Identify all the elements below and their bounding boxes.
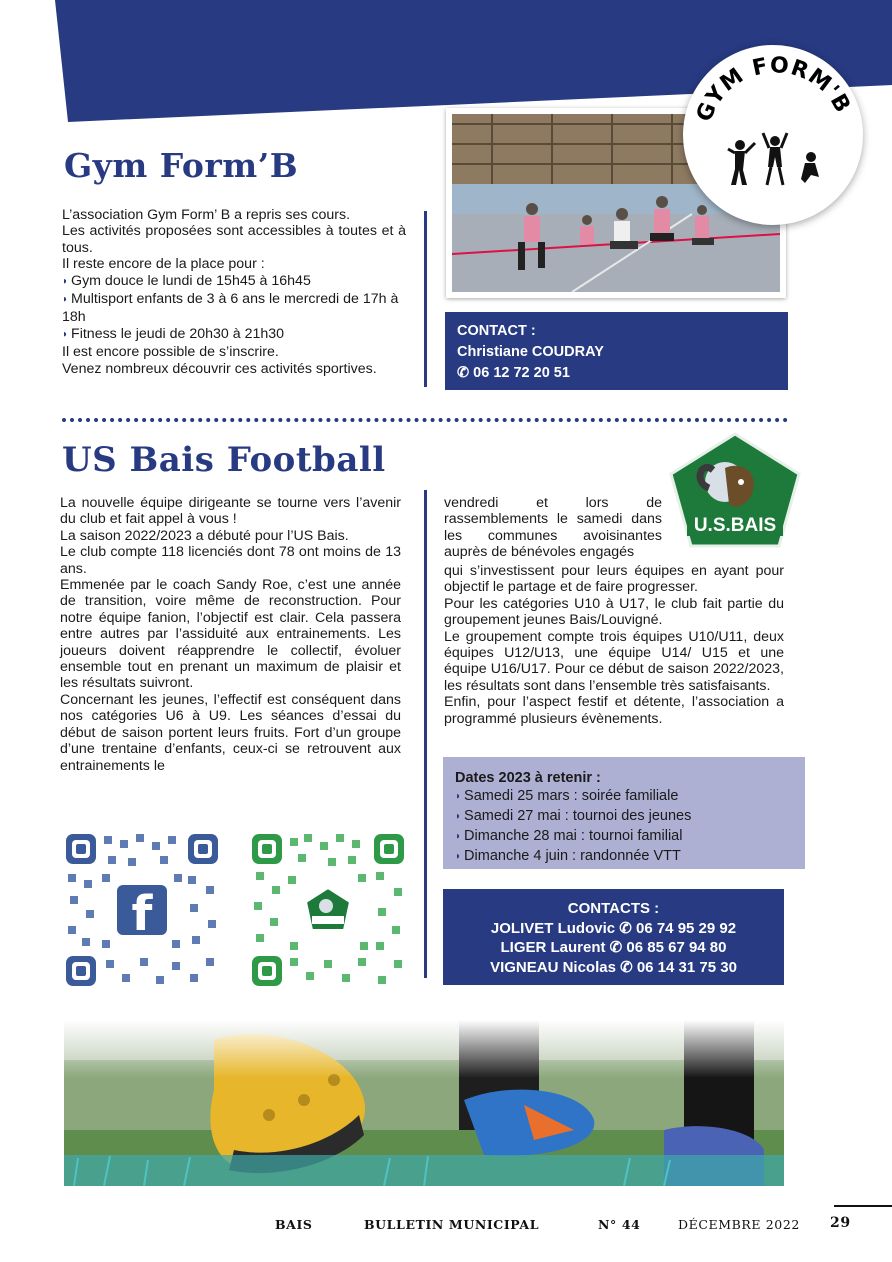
football-contact-line: JOLIVET Ludovic ✆ 06 74 95 29 92 xyxy=(490,919,737,937)
gym-contact-label: CONTACT : xyxy=(457,323,536,339)
gym-text xyxy=(62,207,406,377)
football-paragraph: Concernant les jeunes, l’effectif est conséquent dans nos catégories U6 à U9. Les séances d’essai du début de saison portent leurs fruits. Fort d’un groupe d’une trentaine d’enfants, ceux-ci se retrouvent aux entrainements le xyxy=(60,691,401,774)
gym-bullet xyxy=(62,273,406,291)
football-paragraph: Enfin, pour l’aspect festif et détente, l’association a programmé plusieurs évènements. xyxy=(444,694,784,727)
football-paragraph: La saison 2022/2023 a débuté pour l’US Bais. xyxy=(60,527,349,544)
football-photo xyxy=(64,1020,784,1186)
footer-page-number: 29 xyxy=(830,1215,851,1231)
footer-town: BAIS xyxy=(275,1217,313,1232)
date-item xyxy=(455,847,793,867)
gym-logo-graphic xyxy=(683,45,863,225)
gym-bullet-text: Gym douce le lundi de 15h45 à 16h45 xyxy=(71,272,311,289)
football-column-divider xyxy=(424,490,427,978)
gym-closing-line: Venez nombreux découvrir ces activités sportives. xyxy=(62,360,377,377)
club-qr-code[interactable] xyxy=(248,830,408,990)
football-paragraph: La nouvelle équipe dirigeante se tourne vers l’avenir du club et fait appel à vous ! xyxy=(60,495,401,528)
gym-contact-phone: ✆ 06 12 72 20 51 xyxy=(457,365,570,381)
facebook-qr-graphic xyxy=(62,830,222,990)
us-bais-logo-graphic xyxy=(665,430,805,550)
footer-date: DÉCEMBRE 2022 xyxy=(678,1217,800,1232)
facebook-qr-code[interactable] xyxy=(62,830,222,990)
gym-title: Gym Form’B xyxy=(64,146,299,185)
football-paragraph: qui s’investissent pour leurs équipes en ayant pour objectif le partage et de faire progresser. xyxy=(444,563,784,596)
gym-intro-line: Les activités proposées sont accessibles à toutes et à tous. xyxy=(62,223,406,256)
football-cleats-image xyxy=(64,1020,784,1186)
gym-logo-text: GYM FORM'B xyxy=(691,53,856,126)
svg-text:GYM FORM'B xyxy=(692,53,855,125)
football-contact-line: VIGNEAU Nicolas ✆ 06 14 31 75 30 xyxy=(490,958,737,976)
football-contacts-label: CONTACTS : xyxy=(567,900,660,917)
gym-bullet-text: Fitness le jeudi de 20h30 à 21h30 xyxy=(71,325,285,342)
football-paragraph: Le club compte 118 licenciés dont 78 ont moins de 13 ans. xyxy=(60,544,401,577)
gym-bullet-text: Multisport enfants de 3 à 6 ans le mercredi de 17h à 18h xyxy=(62,291,399,326)
gym-formb-logo xyxy=(683,45,863,225)
football-col2-wrap: vendredi et lors de rassemblements le samedi dans les communes avoisinantes auprès de bénévoles engagés xyxy=(444,495,662,561)
club-qr-graphic xyxy=(248,830,408,990)
dates-box xyxy=(443,757,805,869)
date-item xyxy=(455,827,793,847)
footer-publication: BULLETIN MUNICIPAL xyxy=(364,1217,540,1232)
gym-bullet xyxy=(62,291,406,326)
gym-contact-box xyxy=(445,312,788,390)
date-item-text: Dimanche 4 juin : randonnée VTT xyxy=(464,848,681,864)
date-item-text: Samedi 27 mai : tournoi des jeunes xyxy=(464,808,692,824)
football-col2 xyxy=(444,563,784,727)
us-bais-logo xyxy=(665,430,805,550)
date-item xyxy=(455,807,793,827)
footer-issue: N° 44 xyxy=(598,1217,641,1232)
gym-contact-name: Christiane COUDRAY xyxy=(457,344,604,360)
footer-page-rule xyxy=(834,1205,892,1207)
us-bais-logo-text: U.S.BAIS xyxy=(693,515,777,536)
gym-column-divider xyxy=(424,211,427,387)
date-item xyxy=(455,787,793,807)
football-paragraph: Pour les catégories U10 à U17, le club fait partie du groupement jeunes Bais/Louvigné. xyxy=(444,595,784,629)
football-title: US Bais Football xyxy=(62,440,386,480)
football-contact-line: LIGER Laurent ✆ 06 85 67 94 80 xyxy=(500,939,727,956)
football-contacts-box xyxy=(443,889,784,985)
date-item-text: Dimanche 28 mai : tournoi familial xyxy=(464,828,683,844)
football-col1 xyxy=(60,495,401,774)
gym-intro-line: Il reste encore de la place pour : xyxy=(62,256,265,273)
football-paragraph: Emmenée par le coach Sandy Roe, c’est une année de transition, voire même de reconstruction. Pour notre équipe fanion, l’objectif est clair. Cela passera entre autres par l’assiduité aux entrainements. Les joueurs doivent réapprendre le collectif, évoluer ensemble tout en prenant un maximum de plaisir et les résultats suivront. xyxy=(60,577,401,692)
gym-intro-line: L’association Gym Form’ B a repris ses cours. xyxy=(62,207,351,223)
date-item-text: Samedi 25 mars : soirée familiale xyxy=(464,788,679,804)
section-separator xyxy=(62,418,788,422)
dates-title: Dates 2023 à retenir : xyxy=(455,770,601,786)
svg-text:f: f xyxy=(131,886,153,942)
gym-closing-line: Il est encore possible de s’inscrire. xyxy=(62,344,279,361)
gym-bullet xyxy=(62,326,406,344)
football-paragraph: Le groupement compte trois équipes U10/U11, deux équipes U12/U13, une équipe U14/ U15 et une équipe U16/U17. Pour ce début de saison 2022/2023, les résultats sont dans l’ensemble très satisfaisants. xyxy=(444,628,784,694)
